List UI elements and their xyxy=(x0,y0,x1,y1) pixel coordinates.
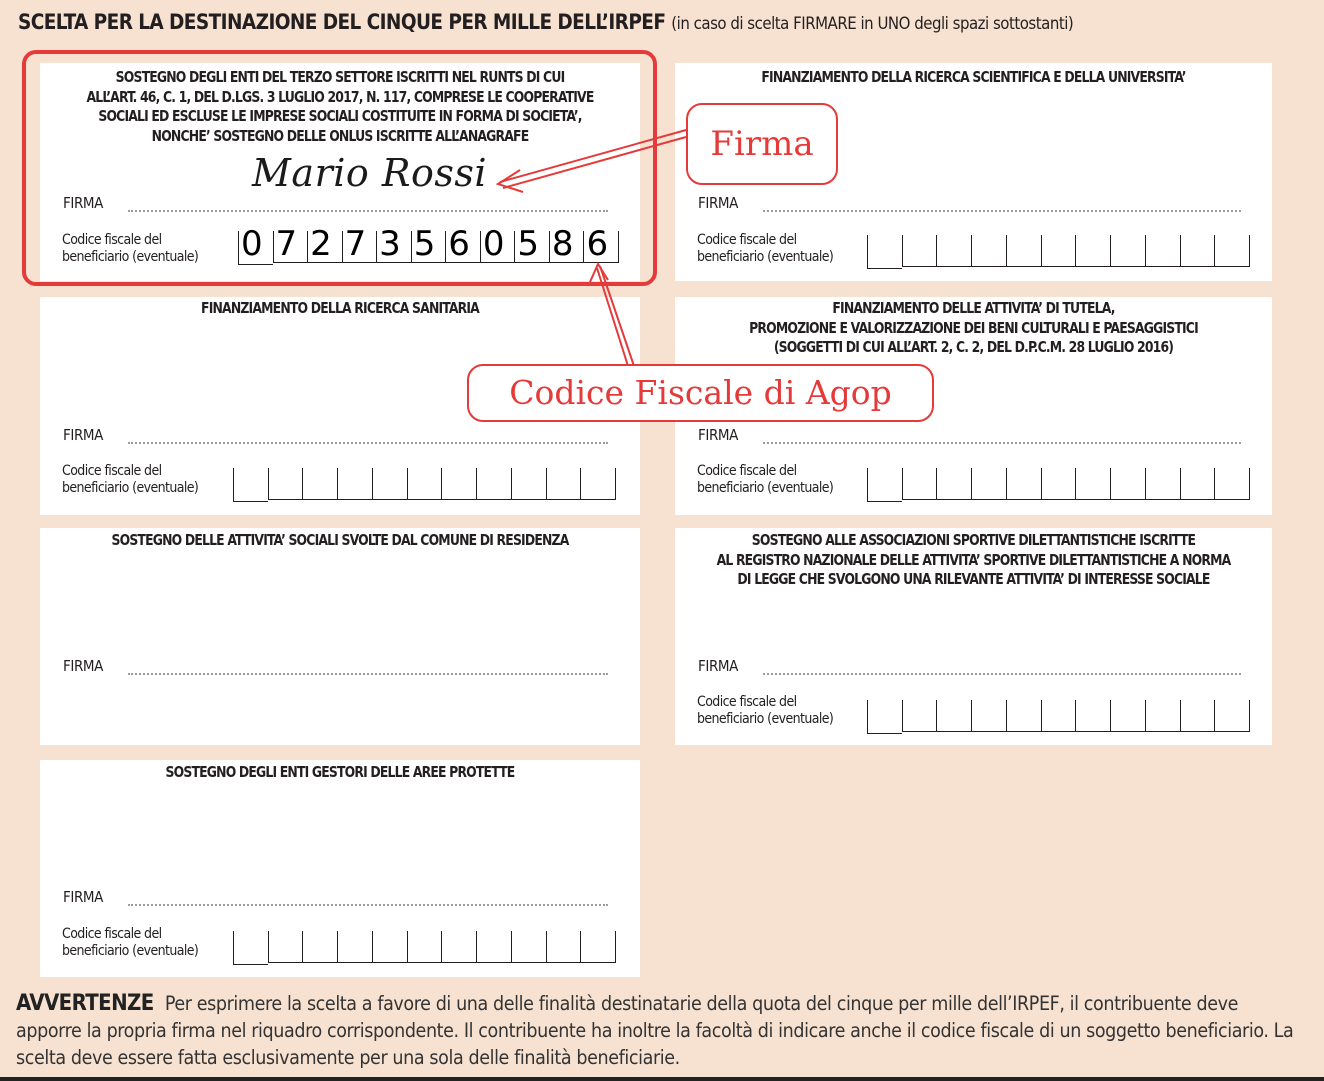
cf-label-line: beneficiario (eventuale) xyxy=(697,480,834,496)
cf-digit: 8 xyxy=(551,224,574,264)
box-title-line: FINANZIAMENTO DELLA RICERCA SANITARIA xyxy=(201,299,479,317)
cf-digit: 2 xyxy=(310,224,332,264)
box-title-line: AL REGISTRO NAZIONALE DELLE ATTIVITA’ SPORTIVE DILETTANTISTICHE A NORMA xyxy=(716,550,1231,569)
box-title-line: FINANZIAMENTO DELLE ATTIVITA’ DI TUTELA, xyxy=(832,299,1115,317)
cf-label-line: Codice fiscale del xyxy=(697,463,797,479)
firma-label: FIRMA xyxy=(698,657,738,675)
firma-label: FIRMA xyxy=(63,888,103,906)
form-title: SCELTA PER LA DESTINAZIONE DEL CINQUE PER MILLE DELL’IRPEF xyxy=(18,10,666,34)
box-title-line: SOSTEGNO DEGLI ENTI GESTORI DELLE AREE PROTETTE xyxy=(165,763,515,781)
cf-label-line: beneficiario (eventuale) xyxy=(62,480,199,496)
box-title-line: SOSTEGNO ALLE ASSOCIAZIONI SPORTIVE DILETTANTISTICHE ISCRITTE xyxy=(751,531,1196,549)
firma-label: FIRMA xyxy=(63,426,103,444)
firma-callout-text: Firma xyxy=(710,124,814,164)
cf-digit: 6 xyxy=(586,224,609,264)
firma-label: FIRMA xyxy=(698,194,738,212)
box-title-line: SOCIALI ED ESCLUSE LE IMPRESE SOCIALI COSTITUITE IN FORMA DI SOCIETA’, xyxy=(98,107,582,125)
firma-label: FIRMA xyxy=(63,657,103,675)
cf-label-line: beneficiario (eventuale) xyxy=(62,943,199,959)
box-title-line: DI LEGGE CHE SVOLGONO UNA RILEVANTE ATTIVITA’ DI INTERESSE SOCIALE xyxy=(737,570,1210,588)
box-title-line: NONCHE’ SOSTEGNO DELLE ONLUS ISCRITTE ALL’ANAGRAFE xyxy=(151,126,529,145)
cf-label-line: Codice fiscale del xyxy=(62,926,162,942)
cf-label-line: beneficiario (eventuale) xyxy=(62,249,199,265)
cf-label-line: beneficiario (eventuale) xyxy=(697,711,834,727)
cf-digit: 0 xyxy=(241,224,263,264)
cf-callout-text: Codice Fiscale di Agop xyxy=(509,373,892,412)
box-title-line: PROMOZIONE E VALORIZZAZIONE DEI BENI CULTURALI E PAESAGGISTICI xyxy=(749,318,1198,337)
box-title-line: SOSTEGNO DELLE ATTIVITA’ SOCIALI SVOLTE DAL COMUNE DI RESIDENZA xyxy=(111,531,569,549)
box-title-line: FINANZIAMENTO DELLA RICERCA SCIENTIFICA E DELLA UNIVERSITA’ xyxy=(761,68,1186,86)
cf-digit: 5 xyxy=(517,224,539,264)
cf-digit: 6 xyxy=(448,224,470,264)
box-title-line: ALL’ART. 46, C. 1, DEL D.LGS. 3 LUGLIO 2017, N. 117, COMPRESE LE COOPERATIVE xyxy=(86,87,594,106)
codice-fiscale-callout xyxy=(467,364,934,422)
box-title-line: SOSTEGNO DEGLI ENTI DEL TERZO SETTORE ISCRITTI NEL RUNTS DI CUI xyxy=(115,68,565,86)
firma-callout xyxy=(686,103,838,185)
arrow-to-signature xyxy=(498,130,686,192)
cf-digit: 7 xyxy=(344,224,367,264)
cf-label-line: beneficiario (eventuale) xyxy=(697,249,834,265)
cf-label-line: Codice fiscale del xyxy=(697,694,797,710)
form-subtitle: (in caso di scelta FIRMARE in UNO degli spazi sottostanti) xyxy=(671,14,1074,34)
cf-digit: 5 xyxy=(413,224,436,264)
avvertenze-text: Per esprimere la scelta a favore di una delle finalità destinatarie della quota del cinque per mille dell’IRPEF, il contribuente deve apporre la propria firma nel riquadro corrispondente. Il contribuente ha inoltre la facoltà di indicare anche il codice fiscale di un soggetto beneficiario. La scelta deve essere fatta esclusivamente per una sola delle finalità beneficiarie. xyxy=(16,992,1294,1069)
signature: Mario Rossi xyxy=(252,151,487,195)
cf-digit: 0 xyxy=(482,224,505,264)
firma-label: FIRMA xyxy=(698,426,738,444)
cf-digit: 7 xyxy=(275,224,298,264)
cf-label-line: Codice fiscale del xyxy=(62,232,162,248)
firma-label: FIRMA xyxy=(63,194,103,212)
avvertenze xyxy=(16,990,1306,1071)
cf-label-line: Codice fiscale del xyxy=(697,232,797,248)
box-title-line: (SOGGETTI DI CUI ALL’ART. 2, C. 2, DEL D.P.C.M. 28 LUGLIO 2016) xyxy=(773,338,1174,356)
bottom-rule xyxy=(0,1077,1324,1081)
cf-digit: 3 xyxy=(379,224,401,264)
arrow-to-codice-fiscale xyxy=(590,264,634,366)
cf-label-line: Codice fiscale del xyxy=(62,463,162,479)
avvertenze-title: AVVERTENZE xyxy=(16,991,154,1016)
